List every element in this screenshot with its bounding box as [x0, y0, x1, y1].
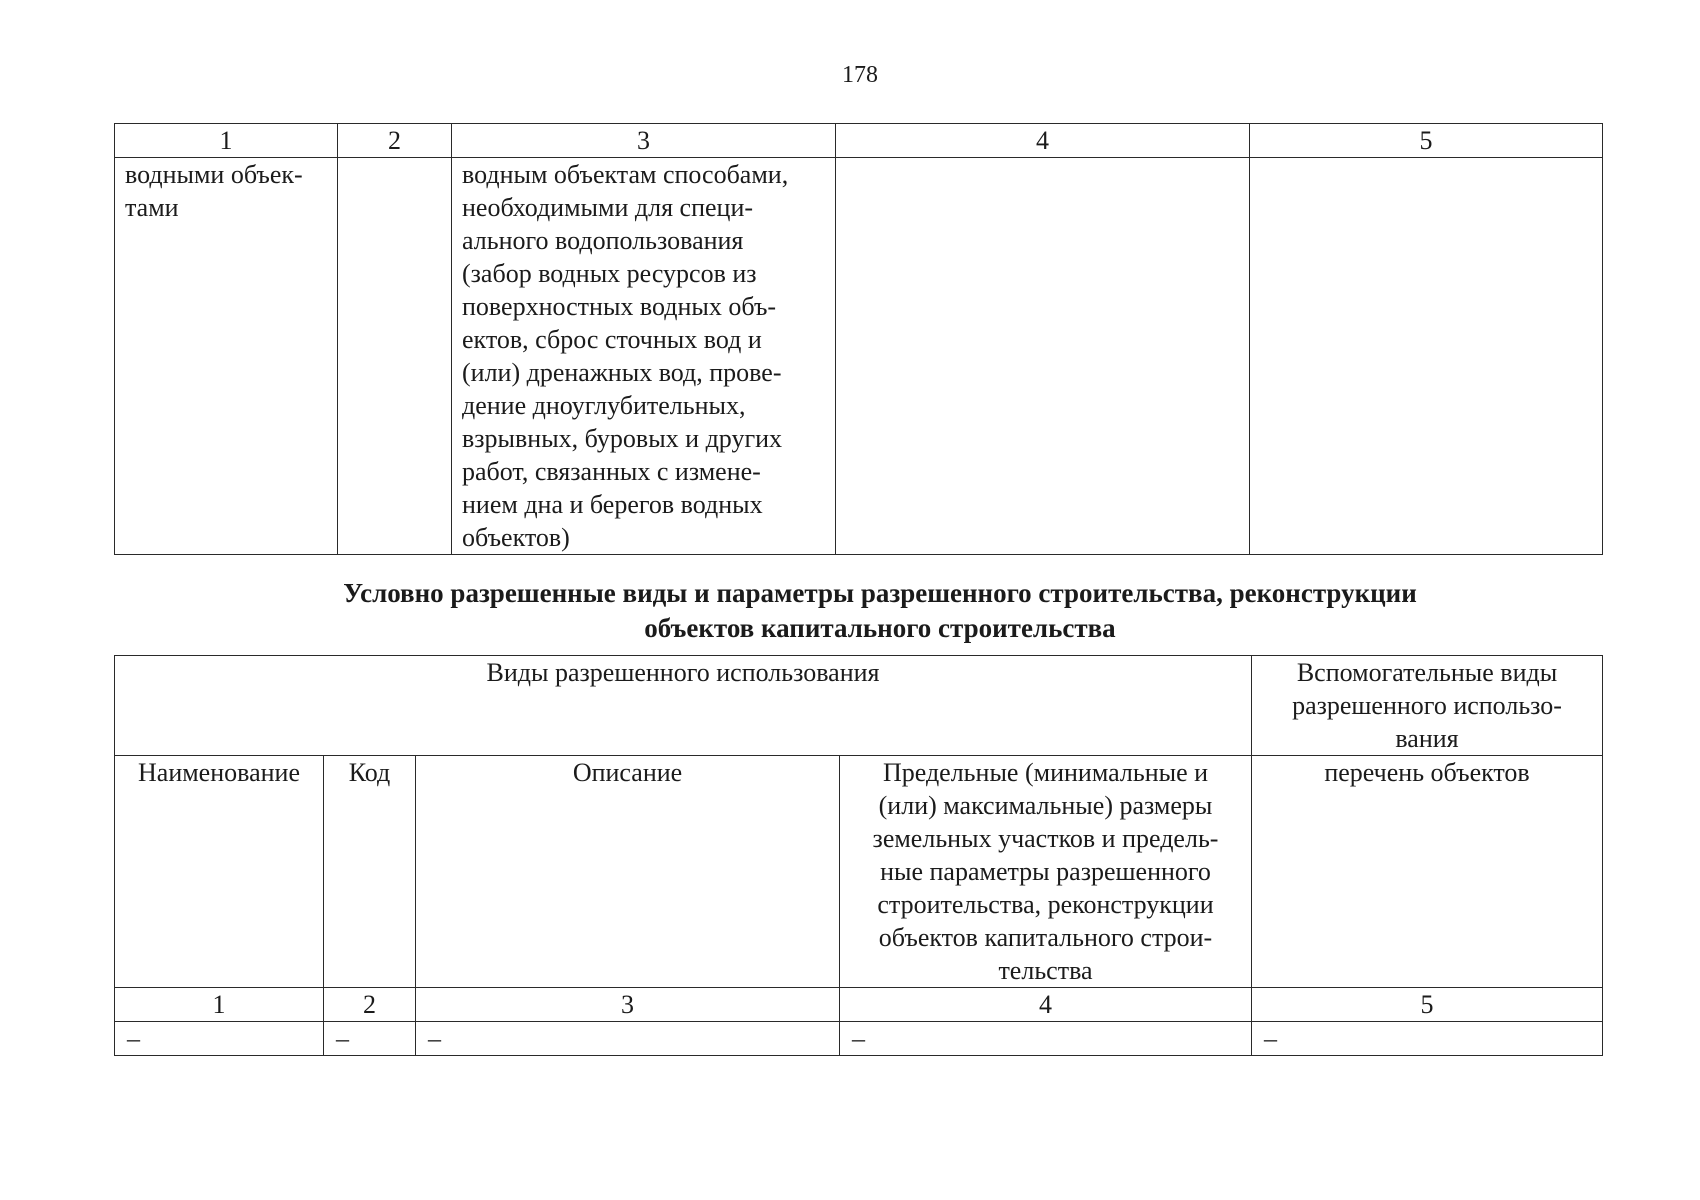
- page-number: 178: [842, 62, 878, 88]
- conditional-use-table: [114, 655, 1603, 1056]
- column-number: 1: [115, 124, 338, 158]
- empty-value-cell: –: [1252, 1022, 1603, 1056]
- col-header-description: Описание: [416, 756, 840, 988]
- column-number: 3: [452, 124, 836, 158]
- column-number: 5: [1252, 988, 1603, 1022]
- column-number: 5: [1250, 124, 1603, 158]
- column-number-row: [115, 124, 1603, 158]
- column-number: 4: [840, 988, 1252, 1022]
- column-number: 1: [115, 988, 324, 1022]
- column-number: 3: [416, 988, 840, 1022]
- use-name-cell: водными объек- тами: [115, 158, 338, 555]
- group-header-aux: Вспомогательные виды разрешенного использо- вания: [1252, 656, 1603, 756]
- group-header-main: Виды разрешенного использования: [115, 656, 1252, 756]
- empty-value-cell: –: [416, 1022, 840, 1056]
- table-row: [115, 1022, 1603, 1056]
- col-header-name: Наименование: [115, 756, 324, 988]
- col-header-code: Код: [324, 756, 416, 988]
- column-number: 2: [324, 988, 416, 1022]
- section-heading: Условно разрешенные виды и параметры разрешенного строительства, реконструкции объектов капитального строительства: [343, 578, 1417, 643]
- params-cell: [836, 158, 1250, 555]
- column-header-row: [115, 756, 1603, 988]
- land-use-table-continued: [114, 123, 1603, 555]
- auxiliary-cell: [1250, 158, 1603, 555]
- col-header-params: Предельные (минимальные и (или) максимальные) размеры земельных участков и предель- ные параметры разрешенного строительства, реконструкции объектов капитального строи- тельства: [840, 756, 1252, 988]
- column-number: 2: [338, 124, 452, 158]
- table-row: [115, 158, 1603, 555]
- description-cell: водным объектам способами, необходимыми для специ- ального водопользования (забор водных ресурсов из поверхностных водных объ- ектов, сброс сточных вод и (или) дренажных вод, прове- дение дноуглубительных, взрывных, буровых и других работ, связанных с измене- нием дна и берегов водных объектов): [452, 158, 836, 555]
- column-number-row: [115, 988, 1603, 1022]
- empty-value-cell: –: [115, 1022, 324, 1056]
- group-header-row: [115, 656, 1603, 756]
- empty-value-cell: –: [840, 1022, 1252, 1056]
- code-cell: [338, 158, 452, 555]
- col-header-aux-list: перечень объектов: [1252, 756, 1603, 988]
- column-number: 4: [836, 124, 1250, 158]
- empty-value-cell: –: [324, 1022, 416, 1056]
